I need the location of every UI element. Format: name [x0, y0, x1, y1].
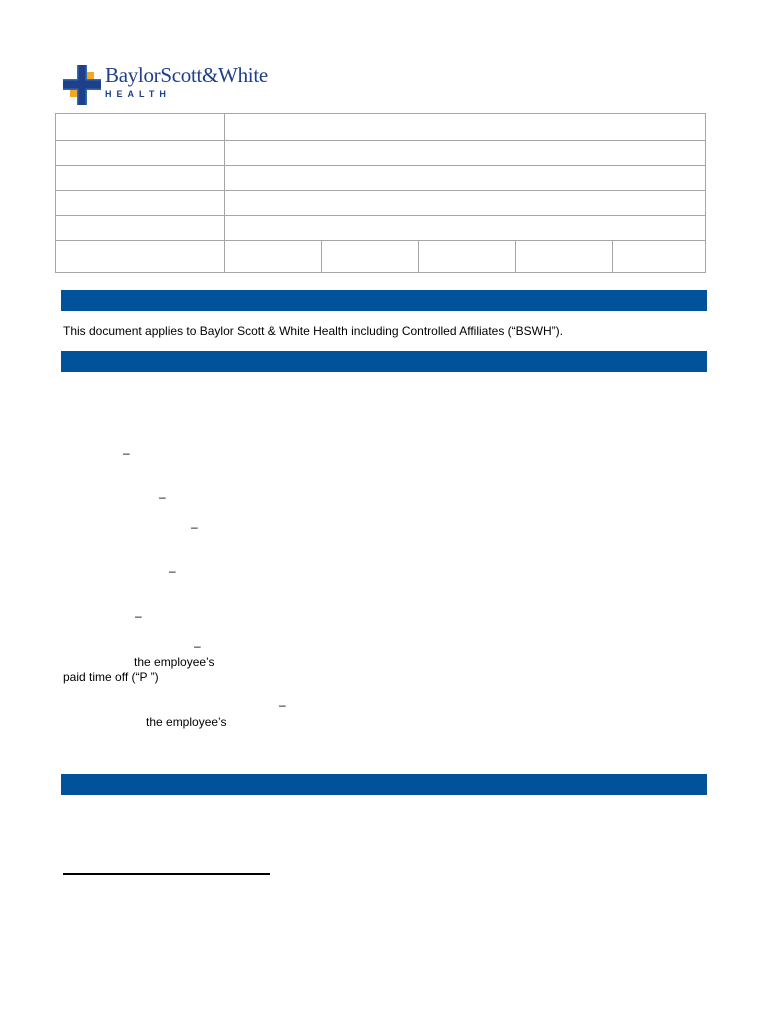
- definition-dash: –: [159, 490, 166, 504]
- document-info-table: [55, 113, 706, 273]
- section-header-bar-policy: [61, 774, 707, 795]
- table-value-cell: [225, 216, 706, 241]
- table-value-cell: [613, 241, 706, 273]
- table-row: [56, 216, 706, 241]
- table-value-cell: [225, 191, 706, 216]
- table-label-cell: [56, 114, 225, 141]
- definition-fragment: the employee’s: [134, 655, 215, 669]
- table-row: [56, 141, 706, 166]
- table-value-cell: [419, 241, 516, 273]
- table-row: [56, 191, 706, 216]
- table-value-cell: [225, 114, 706, 141]
- definition-fragment: the employee’s: [146, 715, 227, 729]
- table-value-cell: [516, 241, 613, 273]
- table-value-cell: [225, 166, 706, 191]
- definition-dash: –: [135, 609, 142, 623]
- logo-subtitle: HEALTH: [105, 89, 171, 99]
- section-header-bar-applicability: [61, 290, 707, 311]
- section-header-bar-definitions: [61, 351, 707, 372]
- table-label-cell: [56, 191, 225, 216]
- table-value-cell: [322, 241, 419, 273]
- definition-dash: –: [169, 564, 176, 578]
- table-label-cell: [56, 166, 225, 191]
- definition-dash: –: [123, 446, 130, 460]
- table-label-cell: [56, 216, 225, 241]
- logo-wordmark: BaylorScott&White: [105, 63, 268, 87]
- logo: [63, 63, 278, 107]
- table-label-cell: [56, 241, 225, 273]
- table-row: [56, 114, 706, 141]
- applicability-text: This document applies to Baylor Scott & White Health including Controlled Affiliates (“BSWH”).: [63, 324, 563, 338]
- table-row: [56, 241, 706, 273]
- definition-dash: –: [279, 698, 286, 712]
- signature-rule: [63, 873, 270, 875]
- table-value-cell: [225, 141, 706, 166]
- table-label-cell: [56, 141, 225, 166]
- table-value-cell: [225, 241, 322, 273]
- definition-fragment: paid time off (“P ”): [63, 670, 159, 684]
- definition-dash: –: [194, 639, 201, 653]
- cross-logo-icon: [63, 65, 101, 105]
- definition-dash: –: [191, 520, 198, 534]
- table-row: [56, 166, 706, 191]
